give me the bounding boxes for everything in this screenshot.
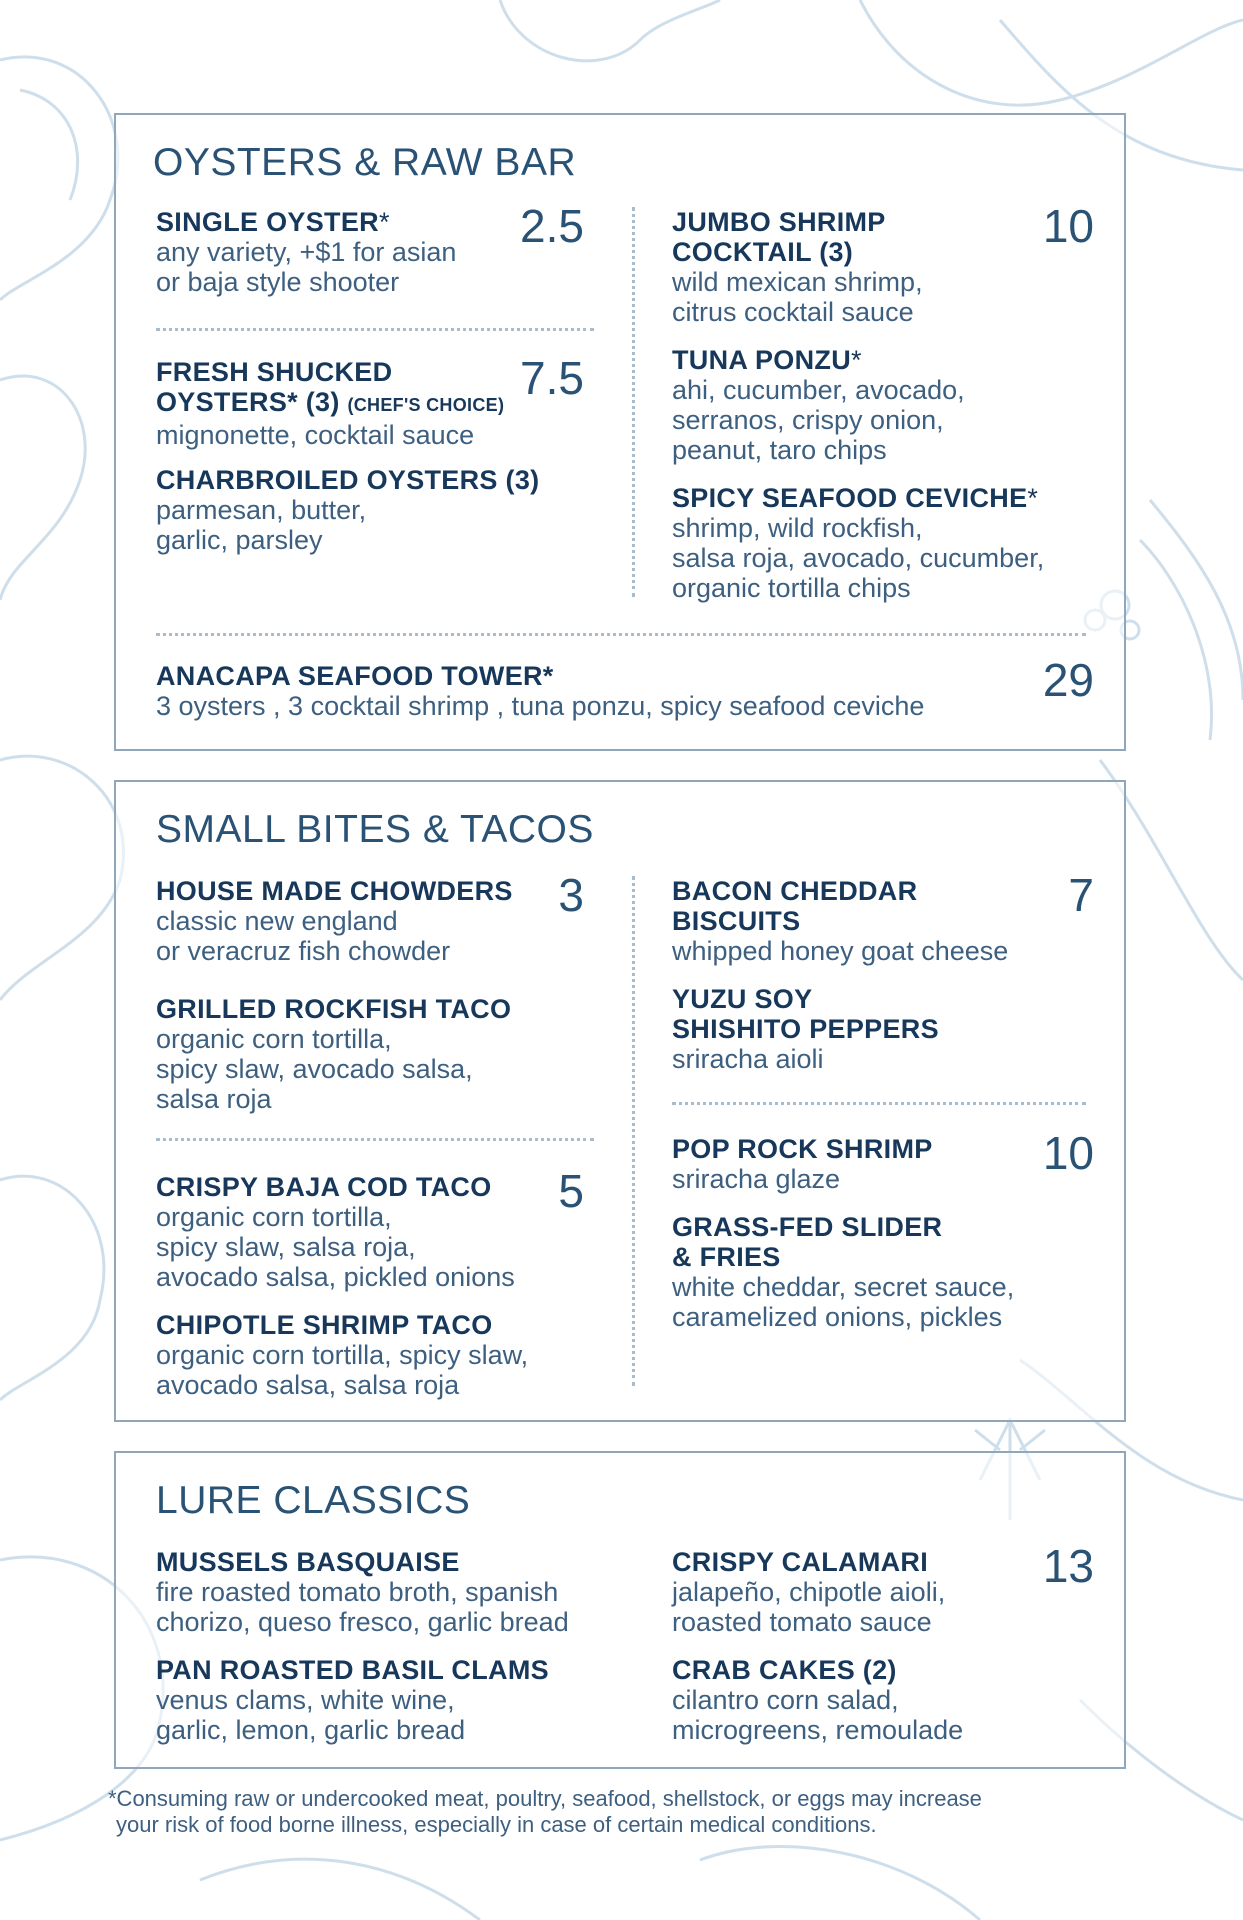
item-description: garlic, lemon, garlic bread — [156, 1715, 466, 1745]
item-name: CRISPY BAJA COD TACO — [156, 1172, 492, 1202]
item-name: CRAB CAKES (2) — [672, 1655, 897, 1685]
menu-item-tuna-ponzu — [672, 345, 1092, 465]
item-name: SINGLE OYSTER — [156, 207, 379, 237]
raw-warning-mark: * — [1027, 483, 1039, 513]
raw-warning-mark: * — [378, 207, 390, 237]
item-description: avocado salsa, pickled onions — [156, 1262, 515, 1292]
item-name: FRESH SHUCKED — [156, 357, 393, 387]
item-price: 29 — [1042, 654, 1094, 706]
menu-item-chipotle-shrimp-taco — [156, 1310, 616, 1400]
item-name: CRISPY CALAMARI — [672, 1547, 929, 1577]
item-name: YUZU SOY — [672, 984, 813, 1014]
item-description: or baja style shooter — [156, 267, 400, 297]
raw-warning-mark: * — [851, 345, 862, 375]
section-lure-classics — [114, 1451, 1126, 1769]
item-description: spicy slaw, avocado salsa, — [156, 1054, 473, 1084]
item-price: 5 — [558, 1165, 584, 1217]
dotted-divider — [672, 1102, 1086, 1105]
item-name: BISCUITS — [672, 906, 801, 936]
section-raw-bar — [114, 113, 1126, 751]
disclaimer-line: *Consuming raw or undercooked meat, poultry, seafood, shellstock, or eggs may increase — [108, 1786, 982, 1811]
item-name: BACON CHEDDAR — [672, 876, 918, 906]
item-description: chorizo, queso fresco, garlic bread — [156, 1607, 569, 1637]
item-description: organic corn tortilla, spicy slaw, — [156, 1340, 529, 1370]
item-description: serranos, crispy onion, — [672, 405, 944, 435]
item-price: 7.5 — [520, 352, 584, 404]
item-description: caramelized onions, pickles — [672, 1302, 1003, 1332]
dotted-divider — [156, 633, 1086, 636]
item-description: ahi, cucumber, avocado, — [672, 375, 965, 405]
column-divider — [632, 876, 635, 1386]
menu-item-crispy-baja-cod-taco — [156, 1172, 596, 1292]
item-description: sriracha aioli — [672, 1044, 824, 1074]
menu-item-pop-rock-shrimp — [672, 1134, 1072, 1194]
item-description: wild mexican shrimp, — [672, 267, 923, 297]
menu-item-grass-fed-slider — [672, 1212, 1092, 1332]
menu-item-yuzu-soy-shishito-peppers — [672, 984, 1072, 1074]
item-description: sriracha glaze — [672, 1164, 841, 1194]
menu-item-fresh-shucked-oysters — [156, 357, 576, 450]
item-name: CHARBROILED OYSTERS (3) — [156, 465, 540, 495]
item-name: SHISHITO PEPPERS — [672, 1014, 939, 1044]
item-description: citrus cocktail sauce — [672, 297, 914, 327]
item-description: roasted tomato sauce — [672, 1607, 932, 1637]
item-description: cilantro corn salad, — [672, 1685, 899, 1715]
menu-item-anacapa-seafood-tower — [156, 661, 1016, 721]
dotted-divider — [156, 1138, 594, 1141]
menu-item-house-made-chowders — [156, 876, 576, 966]
menu-item-single-oyster — [156, 207, 576, 297]
health-disclaimer — [108, 1786, 1148, 1838]
menu-item-crab-cakes — [672, 1655, 1092, 1745]
item-name: SPICY SEAFOOD CEVICHE — [672, 483, 1028, 513]
item-description: mignonette, cocktail sauce — [156, 420, 475, 450]
item-description: microgreens, remoulade — [672, 1715, 964, 1745]
item-description: avocado salsa, salsa roja — [156, 1370, 460, 1400]
item-description: any variety, +$1 for asian — [156, 237, 457, 267]
item-description: jalapeño, chipotle aioli, — [672, 1577, 946, 1607]
item-description: organic corn tortilla, — [156, 1024, 392, 1054]
menu-item-grilled-rockfish-taco — [156, 994, 596, 1114]
item-description: spicy slaw, salsa roja, — [156, 1232, 416, 1262]
section-small-bites — [114, 780, 1126, 1422]
item-description: organic corn tortilla, — [156, 1202, 392, 1232]
item-price: 7 — [1068, 869, 1094, 921]
item-price: 13 — [1042, 1540, 1094, 1592]
column-divider — [632, 207, 635, 597]
section-title: OYSTERS & RAW BAR — [153, 141, 577, 184]
menu-item-bacon-cheddar-biscuits — [672, 876, 1072, 966]
item-name: HOUSE MADE CHOWDERS — [156, 876, 513, 906]
item-description: shrimp, wild rockfish, — [672, 513, 923, 543]
item-price: 10 — [1042, 1127, 1094, 1179]
item-price: 3 — [558, 869, 584, 921]
menu-item-spicy-seafood-ceviche — [672, 483, 1112, 603]
item-name: CHIPOTLE SHRIMP TACO — [156, 1310, 493, 1340]
menu-item-mussels-basquaise — [156, 1547, 626, 1637]
item-name: PAN ROASTED BASIL CLAMS — [156, 1655, 549, 1685]
menu-item-pan-roasted-basil-clams — [156, 1655, 626, 1745]
item-price: 10 — [1042, 200, 1094, 252]
menu-item-charbroiled-oysters — [156, 465, 596, 555]
item-name: JUMBO SHRIMP — [672, 207, 886, 237]
item-description: whipped honey goat cheese — [672, 936, 1009, 966]
item-description: fire roasted tomato broth, spanish — [156, 1577, 559, 1607]
disclaimer-line: your risk of food borne illness, especially in case of certain medical conditions. — [116, 1812, 877, 1837]
item-description: parmesan, butter, — [156, 495, 367, 525]
item-name: GRILLED ROCKFISH TACO — [156, 994, 512, 1024]
dotted-divider — [156, 328, 594, 331]
item-name: GRASS-FED SLIDER — [672, 1212, 943, 1242]
item-description: venus clams, white wine, — [156, 1685, 455, 1715]
item-description: or veracruz fish chowder — [156, 936, 451, 966]
item-name: COCKTAIL (3) — [672, 237, 854, 267]
item-name: TUNA PONZU — [672, 345, 851, 375]
item-name: ANACAPA SEAFOOD TOWER* — [156, 661, 554, 691]
item-description: peanut, taro chips — [672, 435, 887, 465]
section-title: SMALL BITES & TACOS — [156, 808, 594, 851]
item-name: MUSSELS BASQUAISE — [156, 1547, 460, 1577]
item-description: white cheddar, secret sauce, — [672, 1272, 1015, 1302]
item-name: POP ROCK SHRIMP — [672, 1134, 933, 1164]
item-description: classic new england — [156, 906, 398, 936]
item-description: organic tortilla chips — [672, 573, 911, 603]
item-description: salsa roja — [156, 1084, 272, 1114]
section-title: LURE CLASSICS — [156, 1479, 471, 1522]
item-description: 3 oysters , 3 cocktail shrimp , tuna ponzu, spicy seafood ceviche — [156, 691, 925, 721]
item-price: 2.5 — [520, 200, 584, 252]
menu-item-crispy-calamari — [672, 1547, 1072, 1637]
menu-item-jumbo-shrimp-cocktail — [672, 207, 1072, 327]
item-name: & FRIES — [672, 1242, 781, 1272]
item-description: garlic, parsley — [156, 525, 323, 555]
item-name: OYSTERS* (3) — [156, 387, 340, 417]
item-description: salsa roja, avocado, cucumber, — [672, 543, 1045, 573]
item-note: (CHEF'S CHOICE) — [347, 395, 505, 415]
